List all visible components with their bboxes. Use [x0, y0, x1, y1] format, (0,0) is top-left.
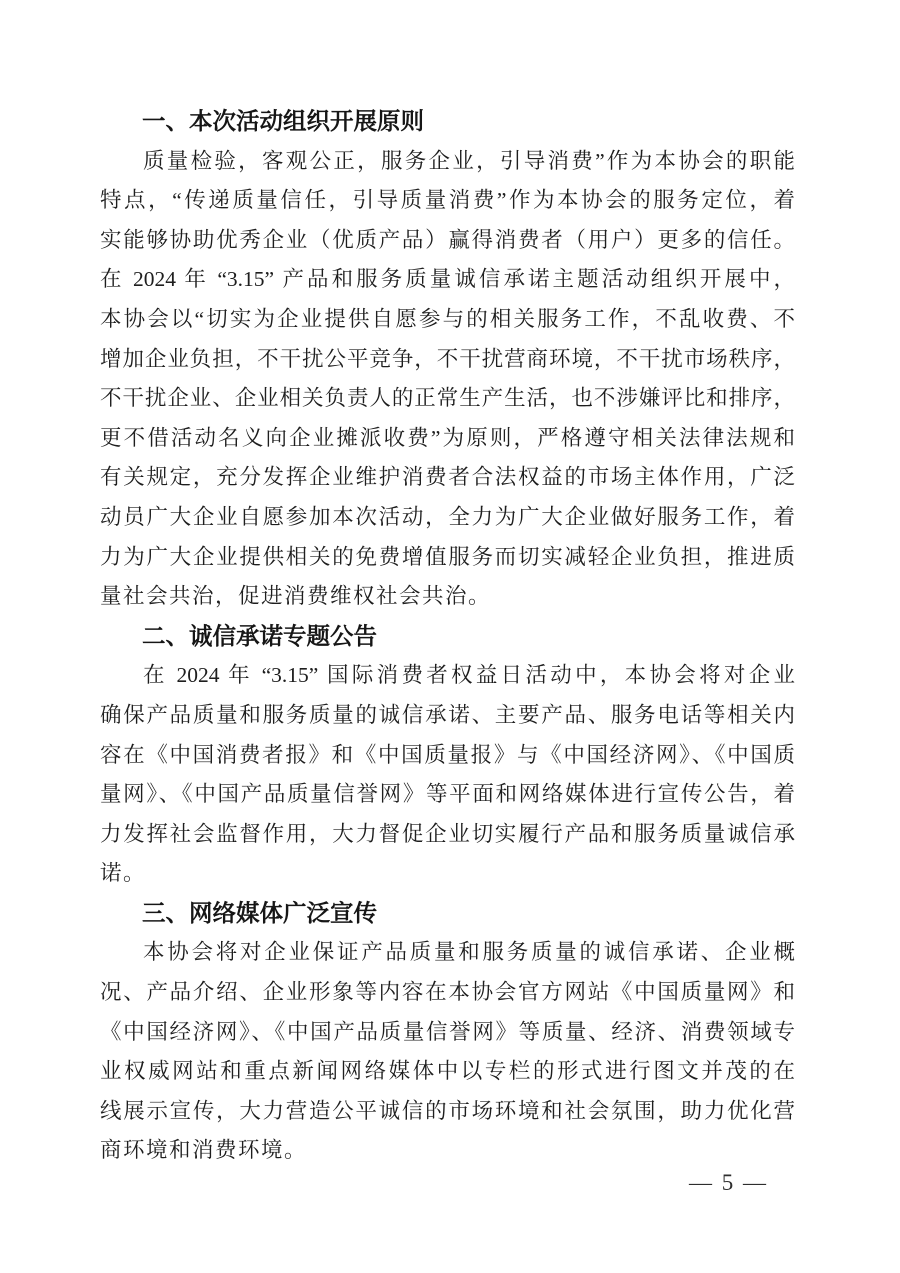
text-line: 商环境和消费环境。 [100, 1138, 308, 1163]
text-line: 力发挥社会监督作用，大力督促企业切实履行产品和服务质量诚信承 [100, 821, 795, 846]
text-line: 实能够协助优秀企业（优质产品）赢得消费者（用户）更多的信任。 [100, 227, 795, 252]
text-line: 线展示宣传，大力营造公平诚信的市场环境和社会氛围，助力优化营 [100, 1098, 795, 1123]
text-line: 动员广大企业自愿参加本次活动，全力为广大企业做好服务工作，着 [100, 504, 795, 529]
section-integrity-announcement [100, 617, 795, 894]
text-line: 确保产品质量和服务质量的诚信承诺、主要产品、服务电话等相关内 [100, 702, 795, 727]
paragraph [100, 933, 795, 1171]
text-line: 在 2024 年 “3.15” 产品和服务质量诚信承诺主题活动组织开展中， [100, 267, 795, 292]
text-line: 增加企业负担，不干扰公平竞争，不干扰营商环境，不干扰市场秩序， [100, 346, 795, 371]
text-line: 《中国经济网》、《中国产品质量信誉网》等质量、经济、消费领域专 [100, 1019, 795, 1044]
section-heading: 三、网络媒体广泛宣传 [142, 899, 377, 926]
text-line: 质量检验，客观公正，服务企业，引导消费”作为本协会的职能 [143, 148, 795, 173]
document-body [100, 102, 795, 1171]
text-line: 特点，“传递质量信任，引导质量消费”作为本协会的服务定位，着 [100, 188, 795, 213]
text-line: 不干扰企业、企业相关负责人的正常生产生活，也不涉嫌评比和排序， [100, 386, 795, 411]
text-line: 容在《中国消费者报》和《中国质量报》与《中国经济网》、《中国质 [100, 742, 795, 767]
paragraph [100, 656, 795, 894]
text-line: 本协会以“切实为企业提供自愿参与的相关服务工作，不乱收费、不 [100, 306, 795, 331]
section-activity-principles [100, 102, 795, 617]
text-line: 业权威网站和重点新闻网络媒体中以专栏的形式进行图文并茂的在 [100, 1059, 795, 1084]
text-line: 量网》、《中国产品质量信誉网》等平面和网络媒体进行宣传公告，着 [100, 782, 795, 807]
paragraph [100, 142, 795, 617]
section-heading: 二、诚信承诺专题公告 [142, 622, 377, 649]
text-line: 在 2024 年 “3.15” 国际消费者权益日活动中，本协会将对企业 [143, 663, 795, 688]
text-line: 有关规定，充分发挥企业维护消费者合法权益的市场主体作用，广泛 [100, 465, 795, 490]
text-line: 更不借活动名义向企业摊派收费”为原则，严格遵守相关法律法规和 [100, 425, 795, 450]
section-heading: 一、本次活动组织开展原则 [142, 108, 424, 134]
text-line: 本协会将对企业保证产品质量和服务质量的诚信承诺、企业概 [143, 940, 795, 965]
section-online-media-publicity [100, 894, 795, 1171]
page-number: — 5 — [689, 1170, 768, 1195]
text-line: 力为广大企业提供相关的免费增值服务而切实减轻企业负担，推进质 [100, 544, 795, 569]
text-line: 量社会共治，促进消费维权社会共治。 [100, 584, 492, 609]
text-line: 诺。 [100, 861, 147, 886]
text-line: 况、产品介绍、企业形象等内容在本协会官方网站《中国质量网》和 [100, 980, 795, 1005]
